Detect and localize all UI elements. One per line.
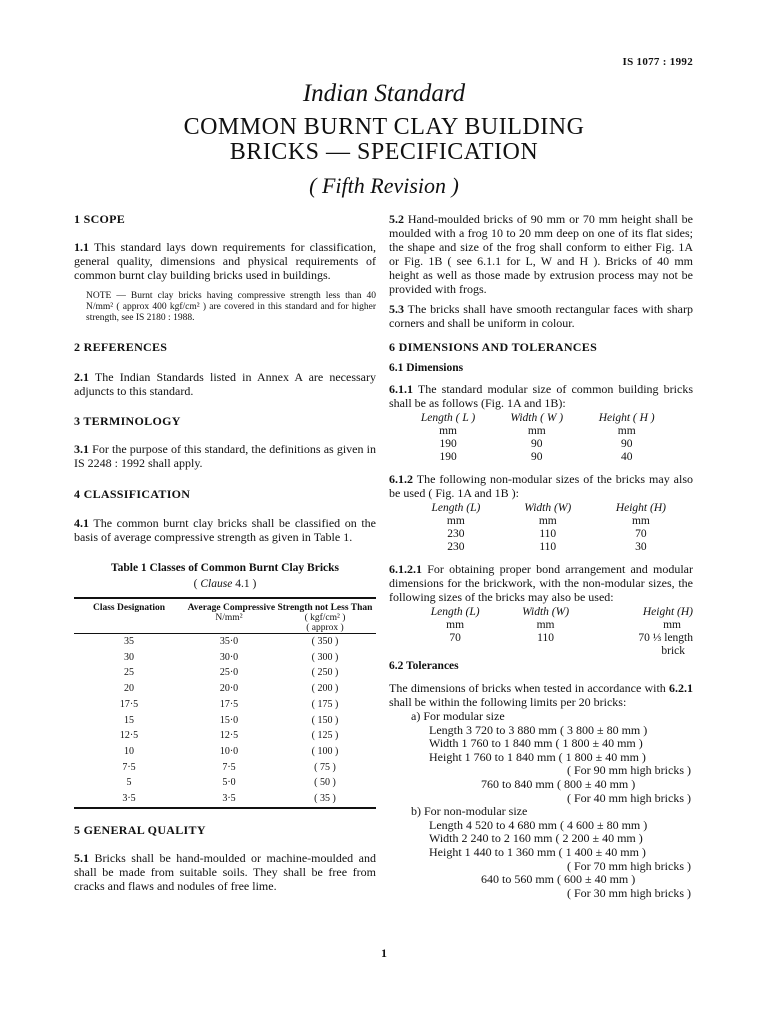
strength-kgf-cell: ( 175 ): [311, 698, 339, 710]
strength-si-cell: 5·0: [222, 777, 236, 789]
class-cell: 7·5: [122, 761, 136, 773]
tolerance-a-alt: 760 to 840 mm ( 800 ± 40 mm ): [481, 776, 636, 791]
strength-kgf-cell: ( 350 ): [311, 636, 339, 647]
strength-kgf-cell: ( 125 ): [311, 730, 339, 742]
table-1-clause: ( Clause 4.1 ): [193, 578, 257, 590]
bond-width-header: Width (W): [522, 606, 570, 618]
class-cell: 20: [124, 683, 134, 695]
tolerance-b-alt: 640 to 560 mm ( 600 ± 40 mm ): [481, 872, 636, 887]
revision-label: ( Fifth Revision ): [309, 173, 459, 198]
strength-kgf-cell: ( 75 ): [314, 761, 336, 773]
table-row: brick: [661, 645, 685, 657]
strength-col-header: Average Compressive Strength not Less Than: [187, 603, 373, 613]
dimensions-heading: 6 DIMENSIONS AND TOLERANCES: [389, 340, 598, 354]
tolerance-b-note-2: ( For 30 mm high bricks ): [567, 885, 691, 900]
strength-kgf-cell: ( 50 ): [314, 777, 336, 789]
nonmodular-width-header: Width (W): [524, 502, 572, 514]
strength-kgf-cell: ( 200 ): [311, 683, 339, 695]
table-row: [74, 728, 376, 744]
left-column: [74, 212, 376, 893]
tolerances-intro: The dimensions of bricks when tested in accordance with 6.2.1 shall be within the following limits per 20 bricks:: [389, 681, 693, 709]
tolerance-b-note-1: ( For 70 mm high bricks ): [567, 858, 691, 873]
unit-kgf-header: ( kgf/cm² ) ( approx ): [304, 613, 346, 633]
strength-si-cell: 20·0: [219, 683, 239, 695]
class-cell: 25: [124, 667, 134, 679]
table-row: 230 110 30: [447, 541, 647, 553]
strength-si-cell: 10·0: [219, 745, 239, 757]
scope-note: NOTE — Burnt clay bricks having compressive strength less than 40 N/mm² ( approx 400 kgf/cm² ) are covered in this standard and for higher strength, see IS 2180 : 1988.: [86, 291, 376, 323]
class-cell: 5: [126, 777, 132, 789]
references-heading: 2 REFERENCES: [74, 340, 168, 354]
strength-kgf-cell: ( 100 ): [311, 745, 339, 757]
document-title: [0, 115, 768, 165]
tolerance-list: [389, 710, 693, 900]
unit-si-header: N/mm²: [215, 613, 243, 623]
strength-kgf-cell: ( 250 ): [311, 667, 339, 679]
class-cell: 3·5: [122, 793, 136, 805]
tolerances-subheading: 6.2 Tolerances: [389, 660, 459, 672]
table-row: [74, 775, 376, 791]
table-row: [74, 697, 376, 713]
clause-4-1: 4.1 The common burnt clay bricks shall be classified on the basis of average compressive strength as given in Table 1.: [74, 516, 376, 544]
clause-5-3: 5.3 The bricks shall have smooth rectangular faces with sharp corners and shall be uniform in colour.: [389, 302, 693, 330]
class-cell: 12·5: [119, 730, 139, 742]
class-col-header: Class Designation: [92, 603, 166, 613]
table-row: 190 90 40: [439, 451, 633, 463]
terminology-heading: 3 TERMINOLOGY: [74, 414, 181, 428]
scope-heading: 1 SCOPE: [74, 212, 126, 226]
classification-heading: 4 CLASSIFICATION: [74, 487, 191, 501]
clause-1-1: 1.1 This standard lays down requirements for classification, general quality, dimensions and physical requirements of common burnt clay building bricks used in buildings.: [74, 240, 376, 282]
class-cell: 10: [124, 745, 134, 757]
clause-6-1-1: 6.1.1 The standard modular size of common building bricks shall be as follows (Fig. 1A and 1B):: [389, 382, 693, 410]
clause-2-1: 2.1 The Indian Standards listed in Annex A are necessary adjuncts to this standard.: [74, 370, 376, 398]
class-cell: 30: [124, 651, 134, 663]
strength-si-cell: 12·5: [219, 730, 239, 742]
standard-number: IS 1077 : 1992: [622, 56, 693, 68]
clause-5-2: 5.2 Hand-moulded bricks of 90 mm or 70 mm height shall be moulded with a frog 10 to 20 mm deep on one of its flat sides; the shape and size of the frog shall conform to either Fig. 1A or Fig. 1B ( see 6.1.1 for L, W and H ). Bricks of 40 mm height as well as those made by extrusion process may not be provided with frogs.: [389, 212, 693, 296]
tolerance-b-width: Width 2 240 to 2 160 mm ( 2 200 ± 40 mm ): [429, 831, 643, 846]
tolerance-a-length: Length 3 720 to 3 880 mm ( 3 800 ± 80 mm ): [429, 722, 648, 737]
strength-kgf-cell: ( 300 ): [311, 651, 339, 663]
title-line-2: BRICKS — SPECIFICATION: [229, 139, 539, 165]
table-row: [74, 665, 376, 681]
strength-si-cell: 3·5: [222, 793, 236, 805]
table-row: [74, 681, 376, 697]
nonmodular-length-header: Length (L): [431, 502, 481, 514]
class-cell: 17·5: [119, 698, 139, 710]
tolerance-a-note-1: ( For 90 mm high bricks ): [567, 763, 691, 778]
table-row: [74, 634, 376, 650]
table-row: [74, 760, 376, 776]
clause-5-1: 5.1 Bricks shall be hand-moulded or machine-moulded and shall be made from suitable soils. They shall be free from cracks and flaws and nodules of free lime.: [74, 850, 376, 893]
strength-si-cell: 30·0: [219, 651, 239, 663]
page-number: 1: [381, 946, 387, 960]
tolerance-b-length: Length 4 520 to 4 680 mm ( 4 600 ± 80 mm ): [429, 817, 648, 832]
general-quality-heading: 5 GENERAL QUALITY: [74, 822, 206, 837]
bond-size-table: Length (L) Width (W) Height (H) mm mm mm 70 110 70 ⅓ length brick: [409, 606, 693, 658]
table-1-body: [74, 634, 376, 808]
table-row: 190 90 90: [439, 438, 633, 450]
clause-6-1-2: 6.1.2 The following non-modular sizes of the bricks may also be used ( Fig. 1A and 1B ):: [389, 472, 693, 500]
tolerance-a-width: Width 1 760 to 1 840 mm ( 1 800 ± 40 mm ): [429, 736, 643, 751]
modular-size-table: Length ( L ) Width ( W ) Height ( H ) mm mm mm 190 90 90 190 90 40: [403, 412, 673, 464]
table-row: [74, 744, 376, 760]
standard-name: Indian Standard: [302, 80, 466, 107]
strength-si-cell: 17·5: [219, 698, 239, 710]
table-1-classes: [74, 597, 376, 809]
tolerance-a-label: a) For modular size: [411, 709, 505, 723]
clause-3-1: 3.1 For the purpose of this standard, the definitions as given in IS 2248 : 1992 shall apply.: [74, 442, 376, 470]
title-line-1: COMMON BURNT CLAY BUILDING: [183, 114, 585, 140]
strength-kgf-cell: ( 35 ): [314, 793, 336, 805]
modular-width-header: Width ( W ): [510, 412, 564, 424]
strength-si-cell: 25·0: [219, 667, 239, 679]
table-row: [74, 713, 376, 729]
tolerance-b-label: b) For non-modular size: [411, 804, 528, 819]
class-cell: 15: [124, 714, 134, 726]
bond-height-header: Height (H): [642, 606, 693, 618]
modular-length-header: Length ( L ): [420, 412, 476, 424]
dimensions-subheading: 6.1 Dimensions: [389, 362, 464, 374]
nonmodular-height-header: Height (H): [615, 502, 666, 514]
bond-length-header: Length (L): [430, 606, 480, 618]
tolerance-a-height: Height 1 760 to 1 840 mm ( 1 800 ± 40 mm ): [429, 749, 646, 764]
table-row: 70 110 70 ⅓ length: [449, 632, 693, 644]
clause-6-1-2-1: 6.1.2.1 For obtaining proper bond arrangement and modular dimensions for the brickwork, with the non-modular sizes, the following sizes of the bricks may also be used:: [389, 562, 693, 604]
tolerance-a-note-2: ( For 40 mm high bricks ): [567, 790, 691, 805]
table-row: 230 110 70: [447, 528, 647, 540]
strength-si-cell: 15·0: [219, 714, 239, 726]
strength-si-cell: 35·0: [219, 636, 239, 647]
strength-si-cell: 7·5: [222, 761, 236, 773]
table-1-caption: Table 1 Classes of Common Burnt Clay Bricks: [111, 562, 339, 574]
table-row: [74, 650, 376, 666]
modular-height-header: Height ( H ): [598, 412, 655, 424]
tolerance-b-height: Height 1 440 to 1 360 mm ( 1 400 ± 40 mm ): [429, 844, 646, 859]
table-row: [74, 791, 376, 808]
right-column: [389, 212, 693, 900]
non-modular-size-table: Length (L) Width (W) Height (H) mm mm mm 230 110 70 230 110 30: [409, 502, 689, 554]
strength-kgf-cell: ( 150 ): [311, 714, 339, 726]
class-cell: 35: [124, 636, 134, 647]
